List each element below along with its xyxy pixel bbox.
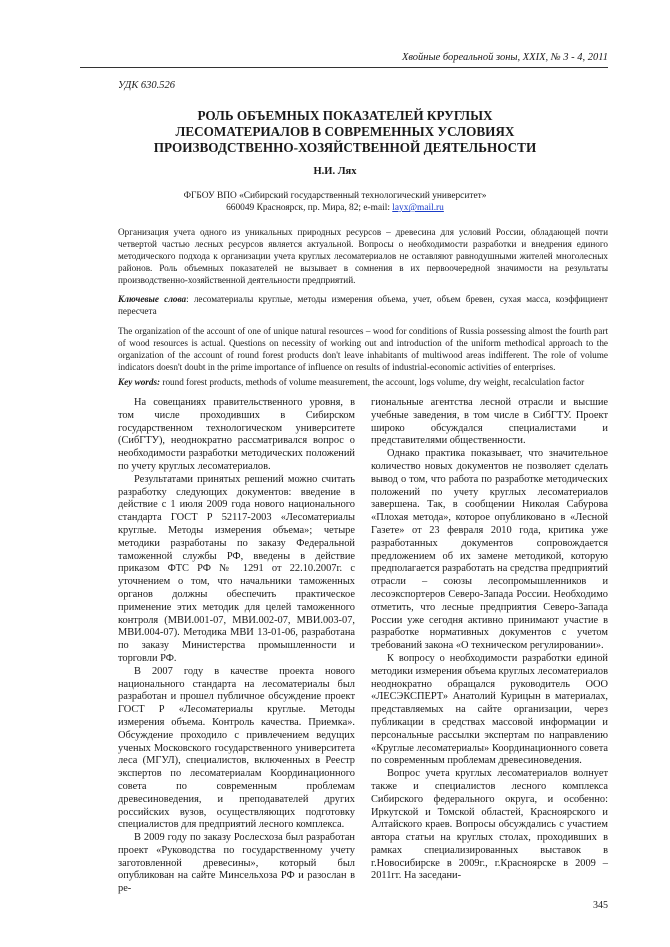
body-paragraph: Результатами принятых решений можно считать разработку следующих документов: введение в действие с 1 июля 2009 года нового национального стандарта ГОСТ Р 52117-2003 «Лесоматериалы круглые. Методы измерения объема»; четыре методики разработаны по заказу Федеральной таможенной службы РФ, введены в действие приказом ФТС РФ № 1291 от 22.10.2007г. с уточнением о том, что начальники таможенных органов должны обеспечить практическое применение этих методик для целей таможенного контроля (МВИ.001-07, МВИ.002-07, МВИ.003-07, МВИ.004-07). Методика МВИ 13-01-06, разработана по заказу Министерства промышленности и торговли РФ. <box>118 473 355 664</box>
affiliation <box>0 190 670 214</box>
affiliation-org: ФГБОУ ВПО «Сибирский государственный технологический университет» <box>183 191 487 201</box>
keywords-ru-text: : лесоматериалы круглые, методы измерения объема, учет, объем бревен, сухая масса, коэффициент пересчета <box>118 294 608 316</box>
udc-code: УДК 630.526 <box>118 80 176 91</box>
keywords-en-label: Key words: <box>118 377 161 387</box>
keywords-ru <box>118 293 608 317</box>
article-title <box>100 108 590 156</box>
affiliation-address: 660049 Красноярск, пр. Мира, 82; e-mail: <box>226 203 390 213</box>
keywords-en <box>118 376 608 388</box>
body-column-right <box>371 397 608 883</box>
affiliation-address-line <box>0 202 670 214</box>
title-line: ЛЕСОМАТЕРИАЛОВ В СОВРЕМЕННЫХ УСЛОВИЯХ <box>175 124 515 139</box>
running-head: Хвойные бореальной зоны, XXIX, № 3 - 4, 2011 <box>80 52 608 68</box>
body-paragraph: гиональные агентства лесной отрасли и высшие учебные заведения, в том числе в СибГТУ. Проект широко обсуждался специалистами и представителями общественности. <box>371 397 608 447</box>
body-paragraph: Однако практика показывает, что значительное количество новых документов не позволяет сделать вывод о том, что работа по разработке методических положений по учету круглых лесоматериалов завершена. Так, в сообщении Николая Сабурова «Плохая метода», которое опубликовано в «Лесной Газете» от 23 февраля 2010 года, критика уже разработанных документов сопровождается предложением об их замене методикой, которую предполагается разработать на средства предприятий отрасли – союзы лесопромышленников и лесоэкспортеров Северо-Запада России. Необходимо отметить, что лесные предприятия Северо-Запада России уже сегодня активно принимают участие в разработке нормативных документов с учетом требований закона «О техническом регулировании». <box>371 448 608 652</box>
body-column-left <box>118 397 355 896</box>
author-name: Н.И. Лях <box>313 166 357 177</box>
abstract-en: The organization of the account of one of unique natural resources – wood for conditions of Russia possessing almost the fourth part of wood resources is actual. Questions on necessity of working out and introduction of the uniform methodical approach to the organization of the account of round forest products don't leave inhabitants of multiwood areas indifferent. The role of volume indicators doesn't doubt in the prime importance of influence on results of industrial-economic activities of enterprises. <box>118 326 608 372</box>
title-line: РОЛЬ ОБЪЕМНЫХ ПОКАЗАТЕЛЕЙ КРУГЛЫХ <box>197 108 493 123</box>
email-link[interactable]: layx@mail.ru <box>392 203 444 213</box>
body-paragraph: В 2007 году в качестве проекта нового национального стандарта на лесоматериалы был разработан и прошел публичное обсуждение проект ГОСТ Р «Лесоматериалы круглые. Методы измерения объема. Контроль качества. Приемка». Обсуждение проходило с привлечением ведущих ученых Московского государственного университета леса (МГУЛ), специалистов, включенных в Реестр экспертов по лесоматериалам Координационного совета по современным проблемам древесиноведения, и преподавателей других российских вузов, осуществляющих подготовку специалистов для предприятий лесного комплекса. <box>118 665 355 831</box>
title-line: ПРОИЗВОДСТВЕННО-ХОЗЯЙСТВЕННОЙ ДЕЯТЕЛЬНОСТИ <box>153 140 537 155</box>
body-paragraph: В 2009 году по заказу Рослесхоза был разработан проект «Руководства по государственному учету заготовленной древесины», который был опубликован на сайте Минсельхоза РФ и разослан в ре- <box>118 832 355 895</box>
keywords-en-text: round forest products, methods of volume measurement, the account, logs volume, dry weight, recalculation factor <box>160 377 585 387</box>
body-paragraph: Вопрос учета круглых лесоматериалов волнует также и специалистов лесного комплекса Сибирского федерального округа, и особенно: Иркутской и Томской областей, Красноярского и Алтайского краев. Вопросы обсуждались с участием автора статьи на круглых столах, проходивших в рамках специализированных выставок в г.Новосибирске в 2009г., г.Красноярске в 2009 – 2011гг. На заседани- <box>371 768 608 882</box>
keywords-ru-label: Ключевые слова <box>118 294 187 304</box>
body-paragraph: На совещаниях правительственного уровня, в том числе проходивших в Сибирском государственном технологическом университете (СибГТУ), неоднократно рассматривался вопрос о необходимости разработки методических положений по учету круглых лесоматериалов. <box>118 397 355 472</box>
abstract-ru: Организация учета одного из уникальных природных ресурсов – древесина для условий России, обладающей почти четвертой частью лесных ресурсов является актуальной. Вопросы о необходимости разработки и внедрения единого методического подхода к организации учета круглых лесоматериалов не оставляют равнодушными жителей многолесных районов. Роль объемных показателей не вызывает в сомнения в их первоочередной значимости на результаты производственно-хозяйственной деятельности предприятий. <box>118 227 608 285</box>
body-paragraph: К вопросу о необходимости разработки единой методики измерения объема круглых лесоматериалов неоднократно обращался руководитель ООО «ЛЕСЭКСПЕРТ» Анатолий Курицын в материалах, представляемых на сайте организации, через публикации в средствах массовой информации и персональные рассылки экспертам по направлению «Круглые лесоматериалы» Координационного совета по современным проблемам древесиноведения. <box>371 652 608 767</box>
page-number: 345 <box>593 900 608 911</box>
